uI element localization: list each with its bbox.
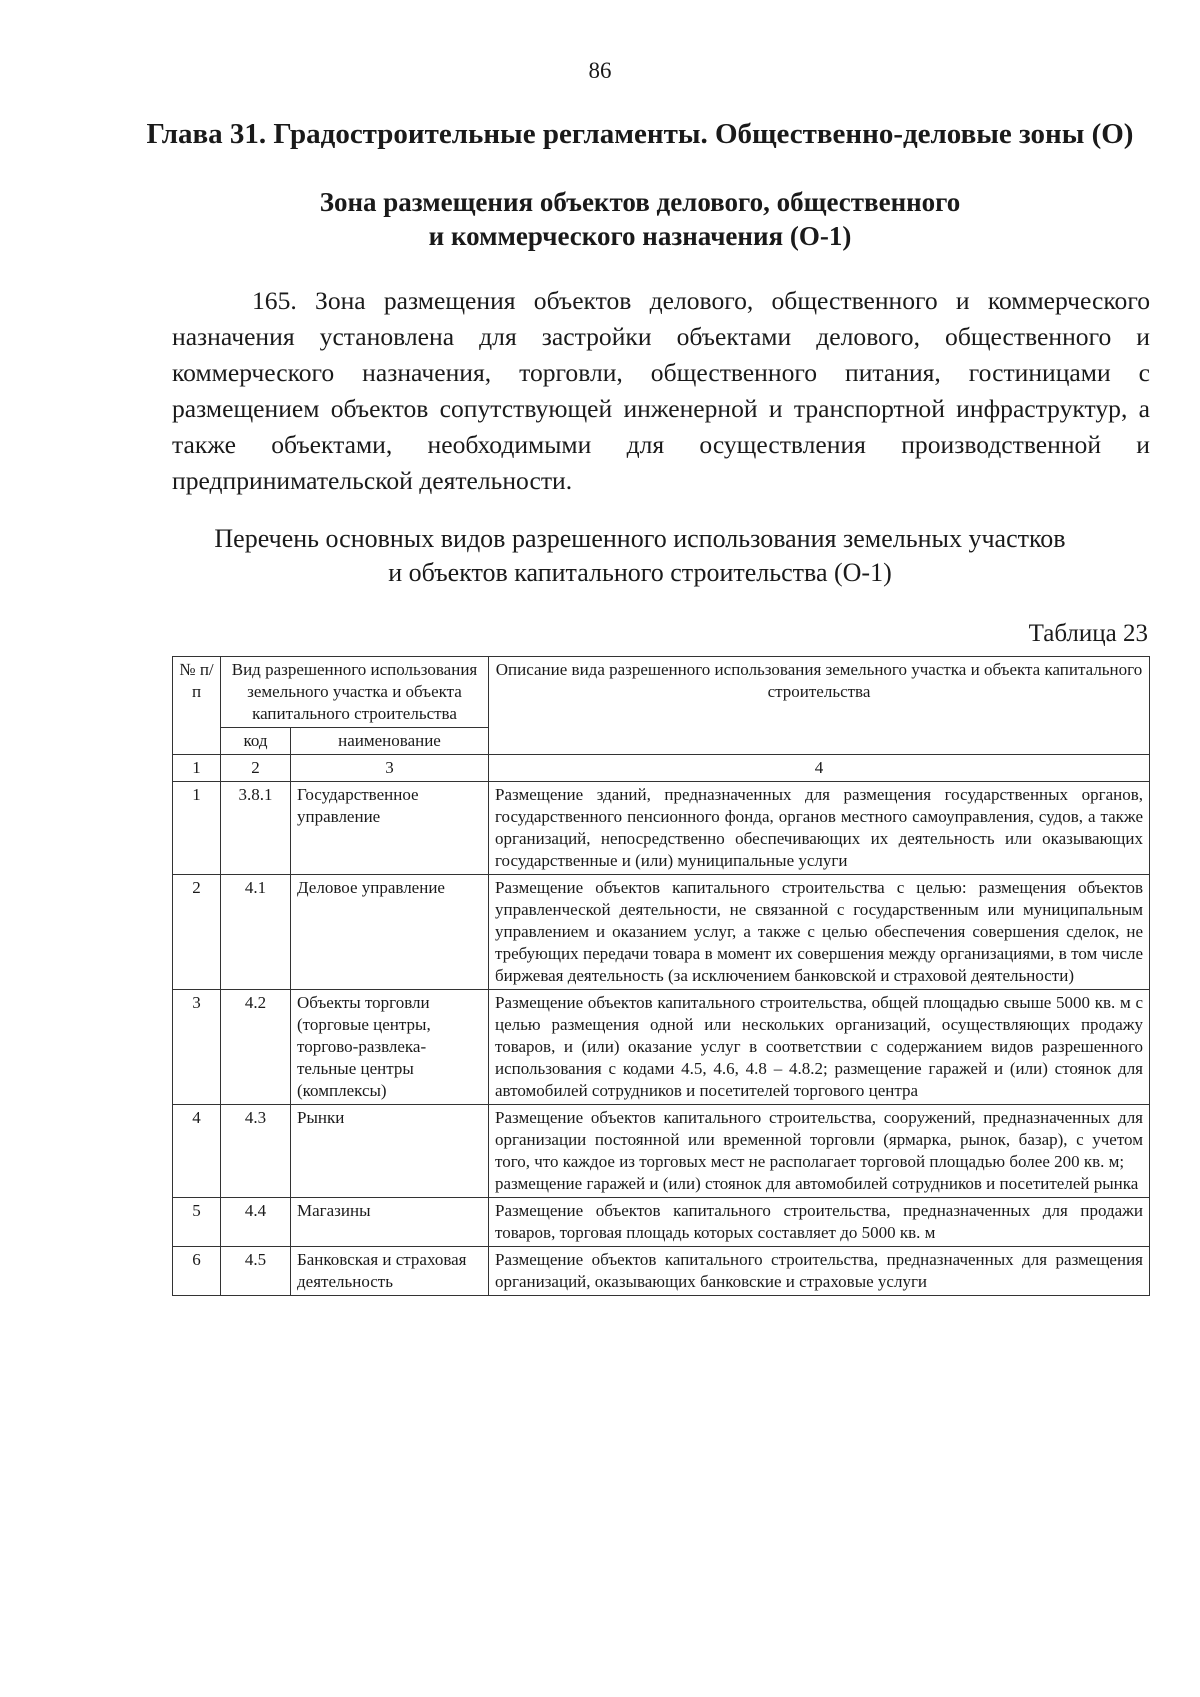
row-description: Размещение объектов капитального строительства с целью: размещения объектов управленческой деятельности, не связанной с государственным или муниципальным управлением и оказанием услуг, а также с целью обеспечения совершения сделок, не требующих передачи товара в момент их совершения между организациями, в том числе биржевая деятельность (за исключением банковской и страховой деятельности) [489,875,1150,990]
list-title [140,522,1140,590]
column-numbers-row [173,755,1150,782]
row-code: 4.1 [221,875,291,990]
col-number: 2 [221,755,291,782]
page-number: 86 [588,58,612,83]
table-row [173,782,1150,875]
table-row [173,1247,1150,1296]
chapter-title: Глава 31. Градостроительные регламенты. Общественно-деловые зоны (О) [146,118,1134,150]
row-description: Размещение зданий, предназначенных для размещения государственных органов, государственного пенсионного фонда, органов местного самоуправления, судов, а также организаций, непосредственно обеспечивающих их деятельность или оказывающих государственные и (или) муниципальные услуги [489,782,1150,875]
row-description: Размещение объектов капитального строительства, предназначенных для продажи товаров, торговая площадь которых составляет до 5000 кв. м [489,1198,1150,1247]
row-num: 3 [173,990,221,1105]
row-name: Деловое управление [291,875,489,990]
row-num: 1 [173,782,221,875]
table-row [173,990,1150,1105]
col-number: 4 [489,755,1150,782]
list-title-line-2: и объектов капитального строительства (О-1) [388,558,892,587]
row-name: Объекты торговли (торговые центры, торгово-развлека-тельные центры (комплексы) [291,990,489,1105]
row-num: 2 [173,875,221,990]
row-description: Размещение объектов капитального строительства, сооружений, предназначенных для организации постоянной или временной торговли (ярмарка, рынок, базар), с учетом того, что каждое из торговых мест не располагает торговой площадью более 200 кв. м; размещение гаражей и (или) стоянок для автомобилей сотрудников и посетителей рынка [489,1105,1150,1198]
header-kind: Вид разрешенного использования земельного участка и объекта капитального строительства [221,657,489,728]
row-num: 5 [173,1198,221,1247]
zone-title [140,185,1140,253]
col-number: 3 [291,755,489,782]
list-title-line-1: Перечень основных видов разрешенного использования земельных участков [214,524,1066,553]
permitted-use-table [172,656,1150,1296]
table-row [173,875,1150,990]
row-name: Магазины [291,1198,489,1247]
row-code: 4.5 [221,1247,291,1296]
table-row [173,1105,1150,1198]
row-description: Размещение объектов капитального строительства, общей площадью свыше 5000 кв. м с целью размещения одной или нескольких организаций, осуществляющих продажу товаров, и (или) оказание услуг в соответствии с содержанием видов разрешенного использования с кодами 4.5, 4.6, 4.8 – 4.8.2; размещение гаражей и (или) стоянок для автомобилей сотрудников и посетителей торгового центра [489,990,1150,1105]
header-name: наименование [291,728,489,755]
table-row [173,1198,1150,1247]
header-code: код [221,728,291,755]
row-code: 3.8.1 [221,782,291,875]
row-num: 4 [173,1105,221,1198]
zone-title-line-2: и коммерческого назначения (О-1) [428,221,852,251]
row-description: Размещение объектов капитального строительства, предназначенных для размещения организаций, оказывающих банковские и страховые услуги [489,1247,1150,1296]
table-label: Таблица 23 [1028,620,1148,647]
col-number: 1 [173,755,221,782]
row-name: Рынки [291,1105,489,1198]
row-code: 4.3 [221,1105,291,1198]
row-code: 4.2 [221,990,291,1105]
row-code: 4.4 [221,1198,291,1247]
row-num: 6 [173,1247,221,1296]
header-num: № п/п [173,657,221,755]
zone-title-line-1: Зона размещения объектов делового, общественного [319,187,961,217]
row-name: Банковская и страховая деятельность [291,1247,489,1296]
header-description: Описание вида разрешенного использования земельного участка и объекта капитального строительства [489,657,1150,755]
zone-description-paragraph: 165. Зона размещения объектов делового, общественного и коммерческого назначения установлена для застройки объектами делового, общественного и коммерческого назначения, торговли, общественного питания, гостиницами с размещением объектов сопутствующей инженерной и транспортной инфраструктур, а также объектами, необходимыми для осуществления производственной и предпринимательской деятельности. [172,286,1150,495]
row-name: Государственное управление [291,782,489,875]
